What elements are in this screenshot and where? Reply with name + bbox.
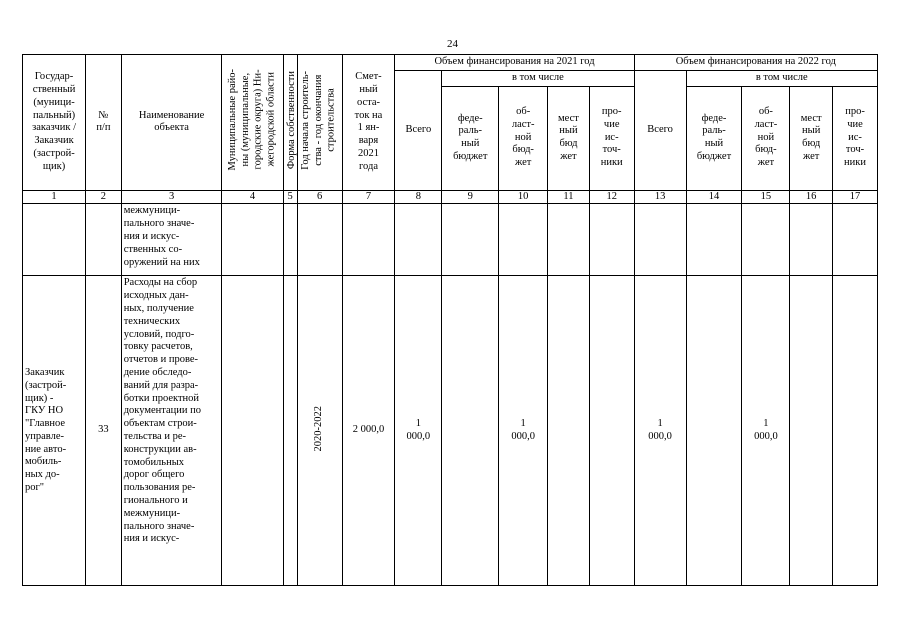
header-construction-years-text: Год начала строитель- ства - год окончания строительства bbox=[300, 70, 338, 170]
cell-estimated-balance: 2 000,0 bbox=[342, 276, 395, 586]
table-row bbox=[23, 204, 878, 276]
cell-federal-2021 bbox=[442, 276, 499, 586]
cell-estimated-balance bbox=[342, 204, 395, 276]
header-ownership-form bbox=[283, 55, 297, 191]
cell-years bbox=[297, 204, 342, 276]
column-number: 14 bbox=[686, 190, 742, 204]
header-municipal-districts bbox=[222, 55, 283, 191]
cell-local-2022 bbox=[790, 276, 833, 586]
column-number: 12 bbox=[589, 190, 634, 204]
header-local-2021: мест ный бюд жет bbox=[548, 86, 590, 190]
cell-regional-2022 bbox=[742, 204, 790, 276]
column-number: 9 bbox=[442, 190, 499, 204]
cell-municipal-districts bbox=[222, 276, 283, 586]
cell-object-name: Расходы на сбор исходных дан- ных, получение технических условий, подго- товку расчетов, отчетов и прове- дение обследо- ваний для разра- ботки проектной документации по объектам строи- тельства и ре- конструкции ав- томобильных дорог общего пользования ре- гионального и межмуници- пального значе- ния и искус- bbox=[121, 276, 222, 586]
header-estimated-balance: Смет- ный оста- ток на 1 ян- варя 2021 года bbox=[342, 55, 395, 191]
cell-total-2022: 1 000,0 bbox=[634, 276, 686, 586]
header-object-name: Наименование объекта bbox=[121, 55, 222, 191]
column-number: 3 bbox=[121, 190, 222, 204]
cell-object-name: межмуници- пального значе- ния и искус- ственных со- оружений на них bbox=[121, 204, 222, 276]
cell-total-2021 bbox=[395, 204, 442, 276]
column-number: 10 bbox=[499, 190, 548, 204]
column-number: 4 bbox=[222, 190, 283, 204]
cell-regional-2021: 1 000,0 bbox=[499, 276, 548, 586]
column-number: 17 bbox=[833, 190, 878, 204]
cell-federal-2021 bbox=[442, 204, 499, 276]
header-local-2022: мест ный бюд жет bbox=[790, 86, 833, 190]
cell-municipal-districts bbox=[222, 204, 283, 276]
cell-total-2022 bbox=[634, 204, 686, 276]
cell-federal-2022 bbox=[686, 204, 742, 276]
financing-table bbox=[22, 54, 878, 586]
cell-number: 33 bbox=[86, 276, 122, 586]
cell-years bbox=[297, 276, 342, 586]
cell-regional-2022: 1 000,0 bbox=[742, 276, 790, 586]
cell-number bbox=[86, 204, 122, 276]
column-number: 11 bbox=[548, 190, 590, 204]
header-construction-years bbox=[297, 55, 342, 191]
cell-total-2021: 1 000,0 bbox=[395, 276, 442, 586]
cell-other-2022 bbox=[833, 276, 878, 586]
header-row-1 bbox=[23, 55, 878, 71]
cell-ownership-form bbox=[283, 204, 297, 276]
header-total-2022: Всего bbox=[634, 70, 686, 190]
header-other-2021: про- чие ис- точ- ники bbox=[589, 86, 634, 190]
cell-other-2021 bbox=[589, 276, 634, 586]
cell-local-2021 bbox=[548, 204, 590, 276]
cell-other-2022 bbox=[833, 204, 878, 276]
table-row bbox=[23, 276, 878, 586]
cell-local-2021 bbox=[548, 276, 590, 586]
column-number: 8 bbox=[395, 190, 442, 204]
cell-customer bbox=[23, 204, 86, 276]
column-number: 7 bbox=[342, 190, 395, 204]
cell-local-2022 bbox=[790, 204, 833, 276]
header-total-2021: Всего bbox=[395, 70, 442, 190]
header-municipal-districts-text: Муниципальные райо- ны (муниципальные, городские округа) Ни- жегородской области bbox=[226, 69, 277, 171]
header-ownership-form-text: Форма собственности bbox=[285, 70, 297, 169]
column-number: 16 bbox=[790, 190, 833, 204]
header-number: № п/п bbox=[86, 55, 122, 191]
cell-customer: Заказчик (застрой- щик) - ГКУ НО "Главное управле- ние авто- мобиль- ных до- рог" bbox=[23, 276, 86, 586]
column-number: 6 bbox=[297, 190, 342, 204]
page-number: 24 bbox=[447, 38, 458, 50]
header-regional-2021: об- ласт- ной бюд- жет bbox=[499, 86, 548, 190]
cell-ownership-form bbox=[283, 276, 297, 586]
header-other-2022: про- чие ис- точ- ники bbox=[833, 86, 878, 190]
column-number: 1 bbox=[23, 190, 86, 204]
column-number: 5 bbox=[283, 190, 297, 204]
column-number: 13 bbox=[634, 190, 686, 204]
header-federal-2021: феде- раль- ный бюджет bbox=[442, 86, 499, 190]
column-number: 2 bbox=[86, 190, 122, 204]
header-federal-2022: феде- раль- ный бюджет bbox=[686, 86, 742, 190]
cell-other-2021 bbox=[589, 204, 634, 276]
cell-regional-2021 bbox=[499, 204, 548, 276]
header-funding-2021: Объем финансирования на 2021 год bbox=[395, 55, 634, 71]
header-customer: Государ- ственный (муници- пальный) заказчик / Заказчик (застрой- щик) bbox=[23, 55, 86, 191]
cell-years-text: 2020-2022 bbox=[313, 405, 325, 452]
header-including-2022: в том числе bbox=[686, 70, 877, 86]
header-including-2021: в том числе bbox=[442, 70, 634, 86]
cell-federal-2022 bbox=[686, 276, 742, 586]
header-funding-2022: Объем финансирования на 2022 год bbox=[634, 55, 877, 71]
header-regional-2022: об- ласт- ной бюд- жет bbox=[742, 86, 790, 190]
column-number-row bbox=[23, 190, 878, 204]
column-number: 15 bbox=[742, 190, 790, 204]
